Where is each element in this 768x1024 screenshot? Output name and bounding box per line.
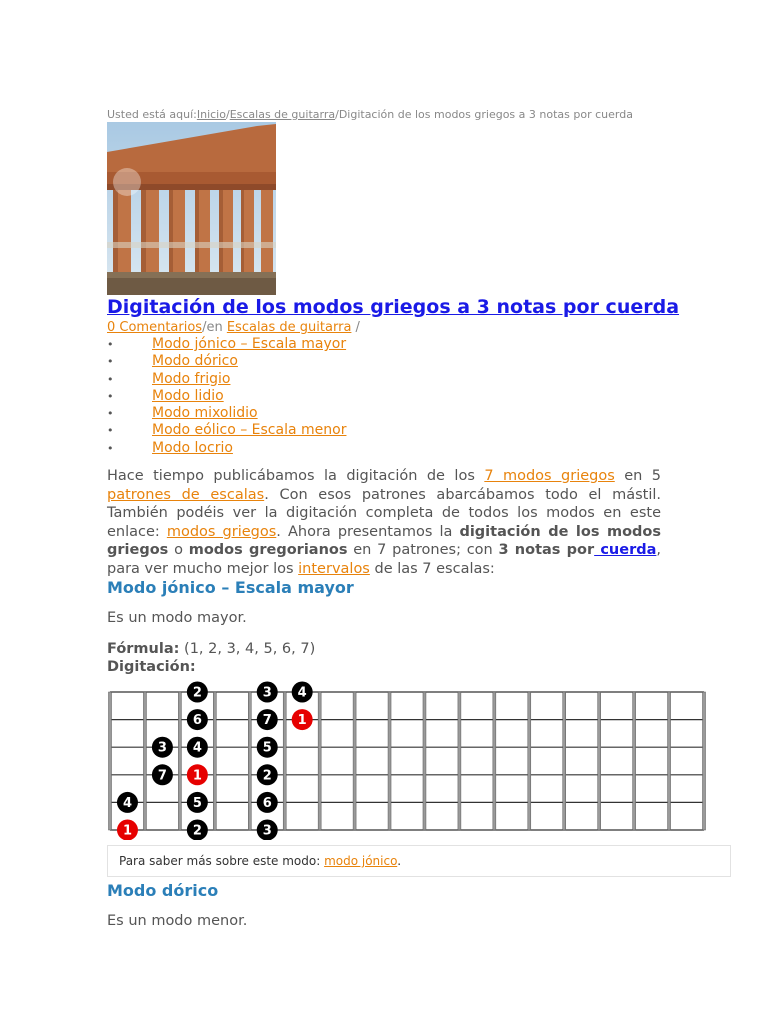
link-patrones-escalas[interactable]: patrones de escalas <box>107 486 265 503</box>
section-description: Es un modo menor. <box>107 913 248 929</box>
fret-wire <box>633 692 636 830</box>
intro-text: de las 7 escalas: <box>369 560 495 577</box>
note-label: 1 <box>297 713 307 729</box>
note-label: 3 <box>262 685 272 701</box>
info-note-text: Para saber más sobre este modo: <box>119 854 325 868</box>
link-modos-griegos[interactable]: modos griegos <box>166 523 277 540</box>
breadcrumb-prefix: Usted está aquí: <box>107 108 197 121</box>
category-link[interactable]: Escalas de guitarra <box>226 320 352 335</box>
intro-text: , para ver mucho mejor los <box>107 542 662 577</box>
parthenon-photo <box>107 122 276 295</box>
note-label: 6 <box>262 795 272 811</box>
link-intervalos[interactable]: intervalos <box>298 560 370 577</box>
section-description: Es un modo mayor. <box>107 610 247 626</box>
fingering-label-line <box>107 659 196 675</box>
fret-wire <box>178 692 181 830</box>
fret-wire <box>563 692 566 830</box>
breadcrumb-separator: / <box>225 108 230 121</box>
fretboard-diagram <box>106 680 708 840</box>
fret-wire <box>668 692 671 830</box>
fingering-label: Digitación: <box>107 659 196 675</box>
toc-link[interactable]: Modo frigio <box>152 370 231 387</box>
fret-wire <box>213 692 216 830</box>
fret-wire <box>528 692 531 830</box>
intro-bold: 3 notas por <box>498 542 595 559</box>
toc-item <box>107 336 346 353</box>
fret-wire <box>318 692 321 830</box>
toc-item <box>107 388 346 405</box>
breadcrumb-home-link[interactable]: Inicio <box>196 108 226 121</box>
toc-link[interactable]: Modo dórico <box>152 353 238 370</box>
breadcrumb-separator: / <box>335 108 339 121</box>
note-label: 4 <box>122 795 132 811</box>
info-note-end: . <box>397 854 402 868</box>
post-title[interactable]: Digitación de los modos griegos a 3 notas por cuerda <box>107 296 680 318</box>
note-label: 4 <box>297 685 307 701</box>
post-meta <box>107 320 360 335</box>
fret-wire <box>388 692 391 830</box>
note-label: 1 <box>122 823 132 839</box>
meta-separator: / <box>351 320 360 335</box>
fret-wire <box>703 692 706 830</box>
link-cuerda[interactable]: cuerda <box>594 542 657 559</box>
intro-text: . Con esos patrones abarcábamos todo el mástil. También podéis ver la digitación completa de todos los modos en este enlace: <box>107 486 661 540</box>
table-of-contents <box>107 336 346 457</box>
section-heading-jonico: Modo jónico – Escala mayor <box>107 578 354 597</box>
toc-link[interactable]: Modo mixolidio <box>152 405 258 422</box>
toc-item <box>107 440 346 457</box>
section-heading-dorico: Modo dórico <box>107 881 219 900</box>
fret-wire <box>283 692 286 830</box>
link-modo-jonico[interactable]: modo jónico <box>324 854 398 868</box>
toc-link[interactable]: Modo locrio <box>152 439 233 456</box>
fret-wire <box>493 692 496 830</box>
note-label: 1 <box>192 768 202 784</box>
note-label: 2 <box>192 685 202 701</box>
note-label: 5 <box>262 740 272 756</box>
intro-text: en 5 <box>614 468 661 484</box>
intro-text: o <box>168 542 189 559</box>
toc-item <box>107 422 346 439</box>
breadcrumb-current: Digitación de los modos griegos a 3 notas por cuerda <box>338 108 633 121</box>
intro-text: Hace tiempo publicábamos la digitación de los <box>107 468 475 484</box>
link-7-modos-griegos[interactable]: 7 modos griegos <box>484 468 615 484</box>
note-label: 2 <box>262 768 272 784</box>
formula-label: Fórmula: <box>107 641 180 657</box>
featured-image[interactable] <box>107 122 276 295</box>
note-label: 7 <box>262 713 272 729</box>
note-label: 3 <box>157 740 167 756</box>
toc-item <box>107 371 346 388</box>
note-label: 2 <box>192 823 202 839</box>
fret-wire <box>458 692 461 830</box>
intro-bold: modos gregorianos <box>188 542 348 559</box>
note-label: 7 <box>157 768 167 784</box>
breadcrumb <box>107 108 633 121</box>
breadcrumb-category-link[interactable]: Escalas de guitarra <box>229 108 336 121</box>
intro-text: en 7 patrones; con <box>347 542 499 559</box>
note-label: 4 <box>192 740 202 756</box>
fret-wire <box>423 692 426 830</box>
formula-value: (1, 2, 3, 4, 5, 6, 7) <box>179 641 316 657</box>
fret-wire <box>143 692 146 830</box>
toc-link[interactable]: Modo jónico – Escala mayor <box>152 336 347 352</box>
toc-item <box>107 405 346 422</box>
meta-in-label: /en <box>202 320 227 335</box>
fret-wire <box>248 692 251 830</box>
formula-line <box>107 641 315 657</box>
toc-link[interactable]: Modo lidio <box>152 387 224 404</box>
intro-text: . Ahora presentamos la <box>276 523 460 540</box>
note-label: 5 <box>192 795 202 811</box>
note-label: 3 <box>262 823 272 839</box>
toc-item <box>107 353 346 370</box>
fret-wire <box>353 692 356 830</box>
info-note-box <box>107 845 731 877</box>
fret-wire <box>109 692 112 830</box>
note-label: 6 <box>192 713 202 729</box>
fret-wire <box>598 692 601 830</box>
comments-link[interactable]: 0 Comentarios <box>107 320 203 335</box>
intro-bold: digitación de los modos griegos <box>107 523 662 559</box>
toc-link[interactable]: Modo eólico – Escala menor <box>152 422 347 439</box>
intro-paragraph <box>107 467 661 579</box>
